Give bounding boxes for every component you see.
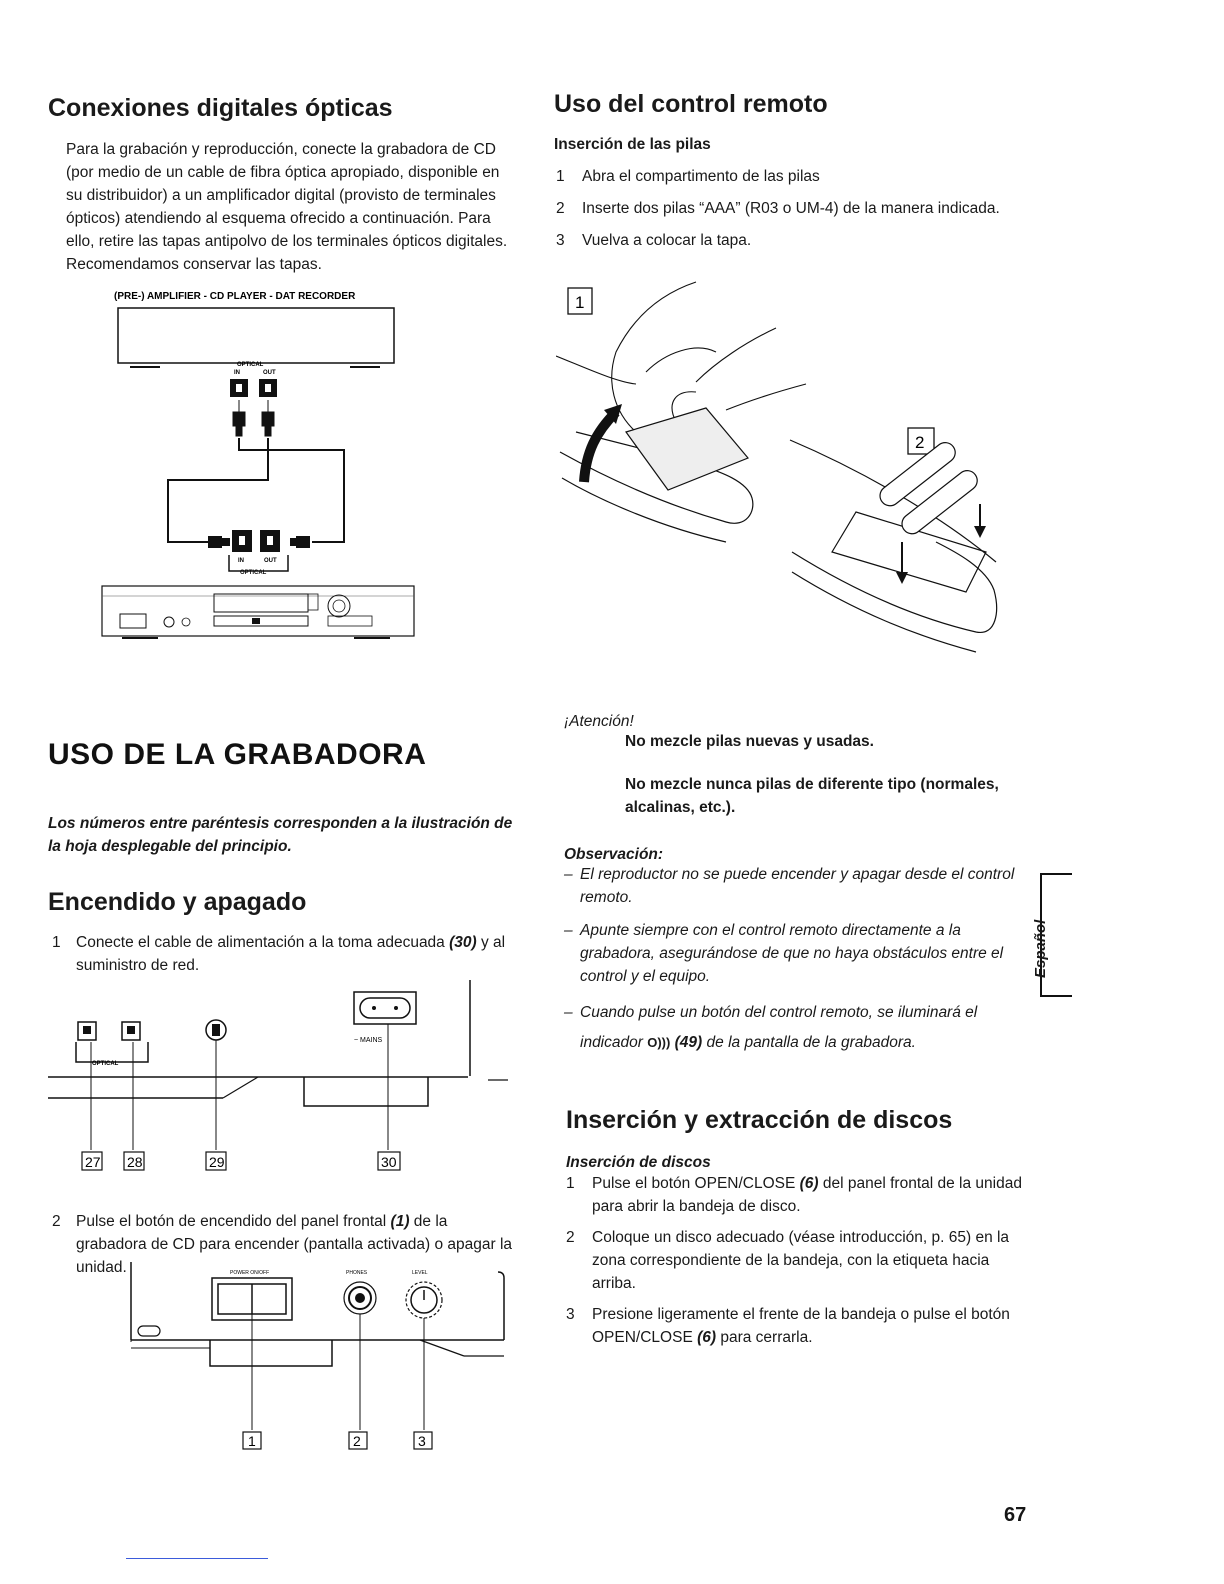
observation-item-3: – Cuando pulse un botón del control remoto, se iluminará el indicador O))) (49) de la pantalla de la grabadora. xyxy=(564,998,1024,1058)
battery-step-1: 1 Abra el compartimento de las pilas xyxy=(556,168,820,185)
remote-indicator-symbol: O))) xyxy=(647,1035,671,1050)
observation-heading: Observación: xyxy=(564,846,664,863)
disc-step-1: 1 Pulse el botón OPEN/CLOSE (6) del panel frontal de la unidad para abrir la bandeja de disco. xyxy=(566,1175,1022,1215)
footer-rule xyxy=(126,1558,268,1559)
discs-subtitle: Inserción de discos xyxy=(566,1154,711,1171)
rear-optical-label: OPTICAL xyxy=(92,1061,119,1067)
remote-battery-illustration xyxy=(556,272,1006,664)
phones-label: PHONES xyxy=(346,1270,368,1276)
discs-section-title: Inserción y extracción de discos xyxy=(566,1106,953,1134)
battery-steps xyxy=(556,165,1026,261)
battery-subtitle: Inserción de las pilas xyxy=(554,136,711,153)
amplifier-caption: (PRE-) AMPLIFIER - CD PLAYER - DAT RECORDER xyxy=(114,291,356,302)
observation-item-2: – Apunte siempre con el control remoto directamente a la grabadora, asegurándose de que no haya obstáculos entre el control y el equipo. xyxy=(564,919,1024,988)
optical-paragraph: Para la grabación y reproducción, conecte la grabadora de CD (por medio de un cable de fibra óptica apropiado, disponible en su distribuidor) a un amplificador digital (provisto de terminales ópticos) atendiendo al esquema ofrecido a continuación. Para ello, retire las tapas antipolvo de los terminales ópticos digitales. Recomendamos conservar las tapas. xyxy=(66,141,508,273)
callout-1: 1 xyxy=(248,1433,256,1449)
battery-step-3: 3 Vuelva a colocar la tapa. xyxy=(556,232,752,249)
figure-label-2: 2 xyxy=(915,433,925,452)
power-step-1: 1 Conecte el cable de alimentación a la toma adecuada (30) y al suministro de red. xyxy=(52,931,516,977)
rec-optical-label: OPTICAL xyxy=(240,570,267,576)
step-number: 2 xyxy=(52,1213,61,1230)
callout-30: 30 xyxy=(381,1154,397,1170)
attention-line-1: No mezcle pilas nuevas y usadas. xyxy=(625,733,874,750)
amp-optical-label: OPTICAL xyxy=(237,362,264,368)
remote-section-title: Uso del control remoto xyxy=(554,90,828,118)
observation-item-1: – El reproductor no se puede encender y apagar desde el control remoto. xyxy=(564,863,1024,909)
rear-panel-diagram xyxy=(48,980,508,1180)
side-tab-language: Español xyxy=(1032,919,1049,978)
callout-27: 27 xyxy=(85,1154,101,1170)
attention-heading: ¡Atención! xyxy=(564,713,634,730)
recorder-section-title: USO DE LA GRABADORA xyxy=(48,738,427,771)
svg-text:~ MAINS: ~ MAINS xyxy=(354,1037,383,1044)
callout-3: 3 xyxy=(418,1433,426,1449)
rec-out-label: OUT xyxy=(264,558,277,564)
callout-29: 29 xyxy=(209,1154,225,1170)
disc-step-3: 3 Presione ligeramente el frente de la bandeja o pulse el botón OPEN/CLOSE (6) para cerrarla. xyxy=(566,1306,1010,1346)
amplifier-box xyxy=(118,308,394,363)
optical-section-title: Conexiones digitales ópticas xyxy=(48,94,393,122)
disc-step-2: 2 Coloque un disco adecuado (véase introducción, p. 65) en la zona correspondiente de la bandeja, con la etiqueta hacia arriba. xyxy=(566,1229,1010,1292)
front-panel-diagram xyxy=(124,1262,514,1462)
amp-in-label: IN xyxy=(234,370,240,376)
ref-30: (30) xyxy=(449,934,477,951)
power-onoff-label: POWER ON/OFF xyxy=(230,1270,270,1276)
observation-list xyxy=(564,863,1024,1068)
callout-2: 2 xyxy=(353,1433,361,1449)
amp-out-label: OUT xyxy=(263,370,276,376)
page-number: 67 xyxy=(1004,1504,1027,1526)
ref-1: (1) xyxy=(390,1213,410,1230)
level-label: LEVEL xyxy=(412,1270,428,1276)
recorder-note: Los números entre paréntesis corresponden a la ilustración de la hoja desplegable del principio. xyxy=(48,815,513,855)
discs-steps xyxy=(566,1172,1028,1358)
attention-line-2: No mezcle nunca pilas de diferente tipo (normales, alcalinas, etc.). xyxy=(625,776,999,816)
power-section-title: Encendido y apagado xyxy=(48,888,307,916)
optical-connection-diagram xyxy=(96,280,426,660)
rec-in-label: IN xyxy=(238,558,244,564)
battery-step-2: 2 Inserte dos pilas “AAA” (R03 o UM-4) de la manera indicada. xyxy=(556,200,1000,217)
power-step-2: 2 Pulse el botón de encendido del panel frontal (1) de la grabadora de CD para encender (pantalla activada) o apagar la unidad. xyxy=(52,1210,522,1279)
figure-label-1: 1 xyxy=(575,293,585,312)
step-number: 1 xyxy=(52,934,61,951)
callout-28: 28 xyxy=(127,1154,143,1170)
